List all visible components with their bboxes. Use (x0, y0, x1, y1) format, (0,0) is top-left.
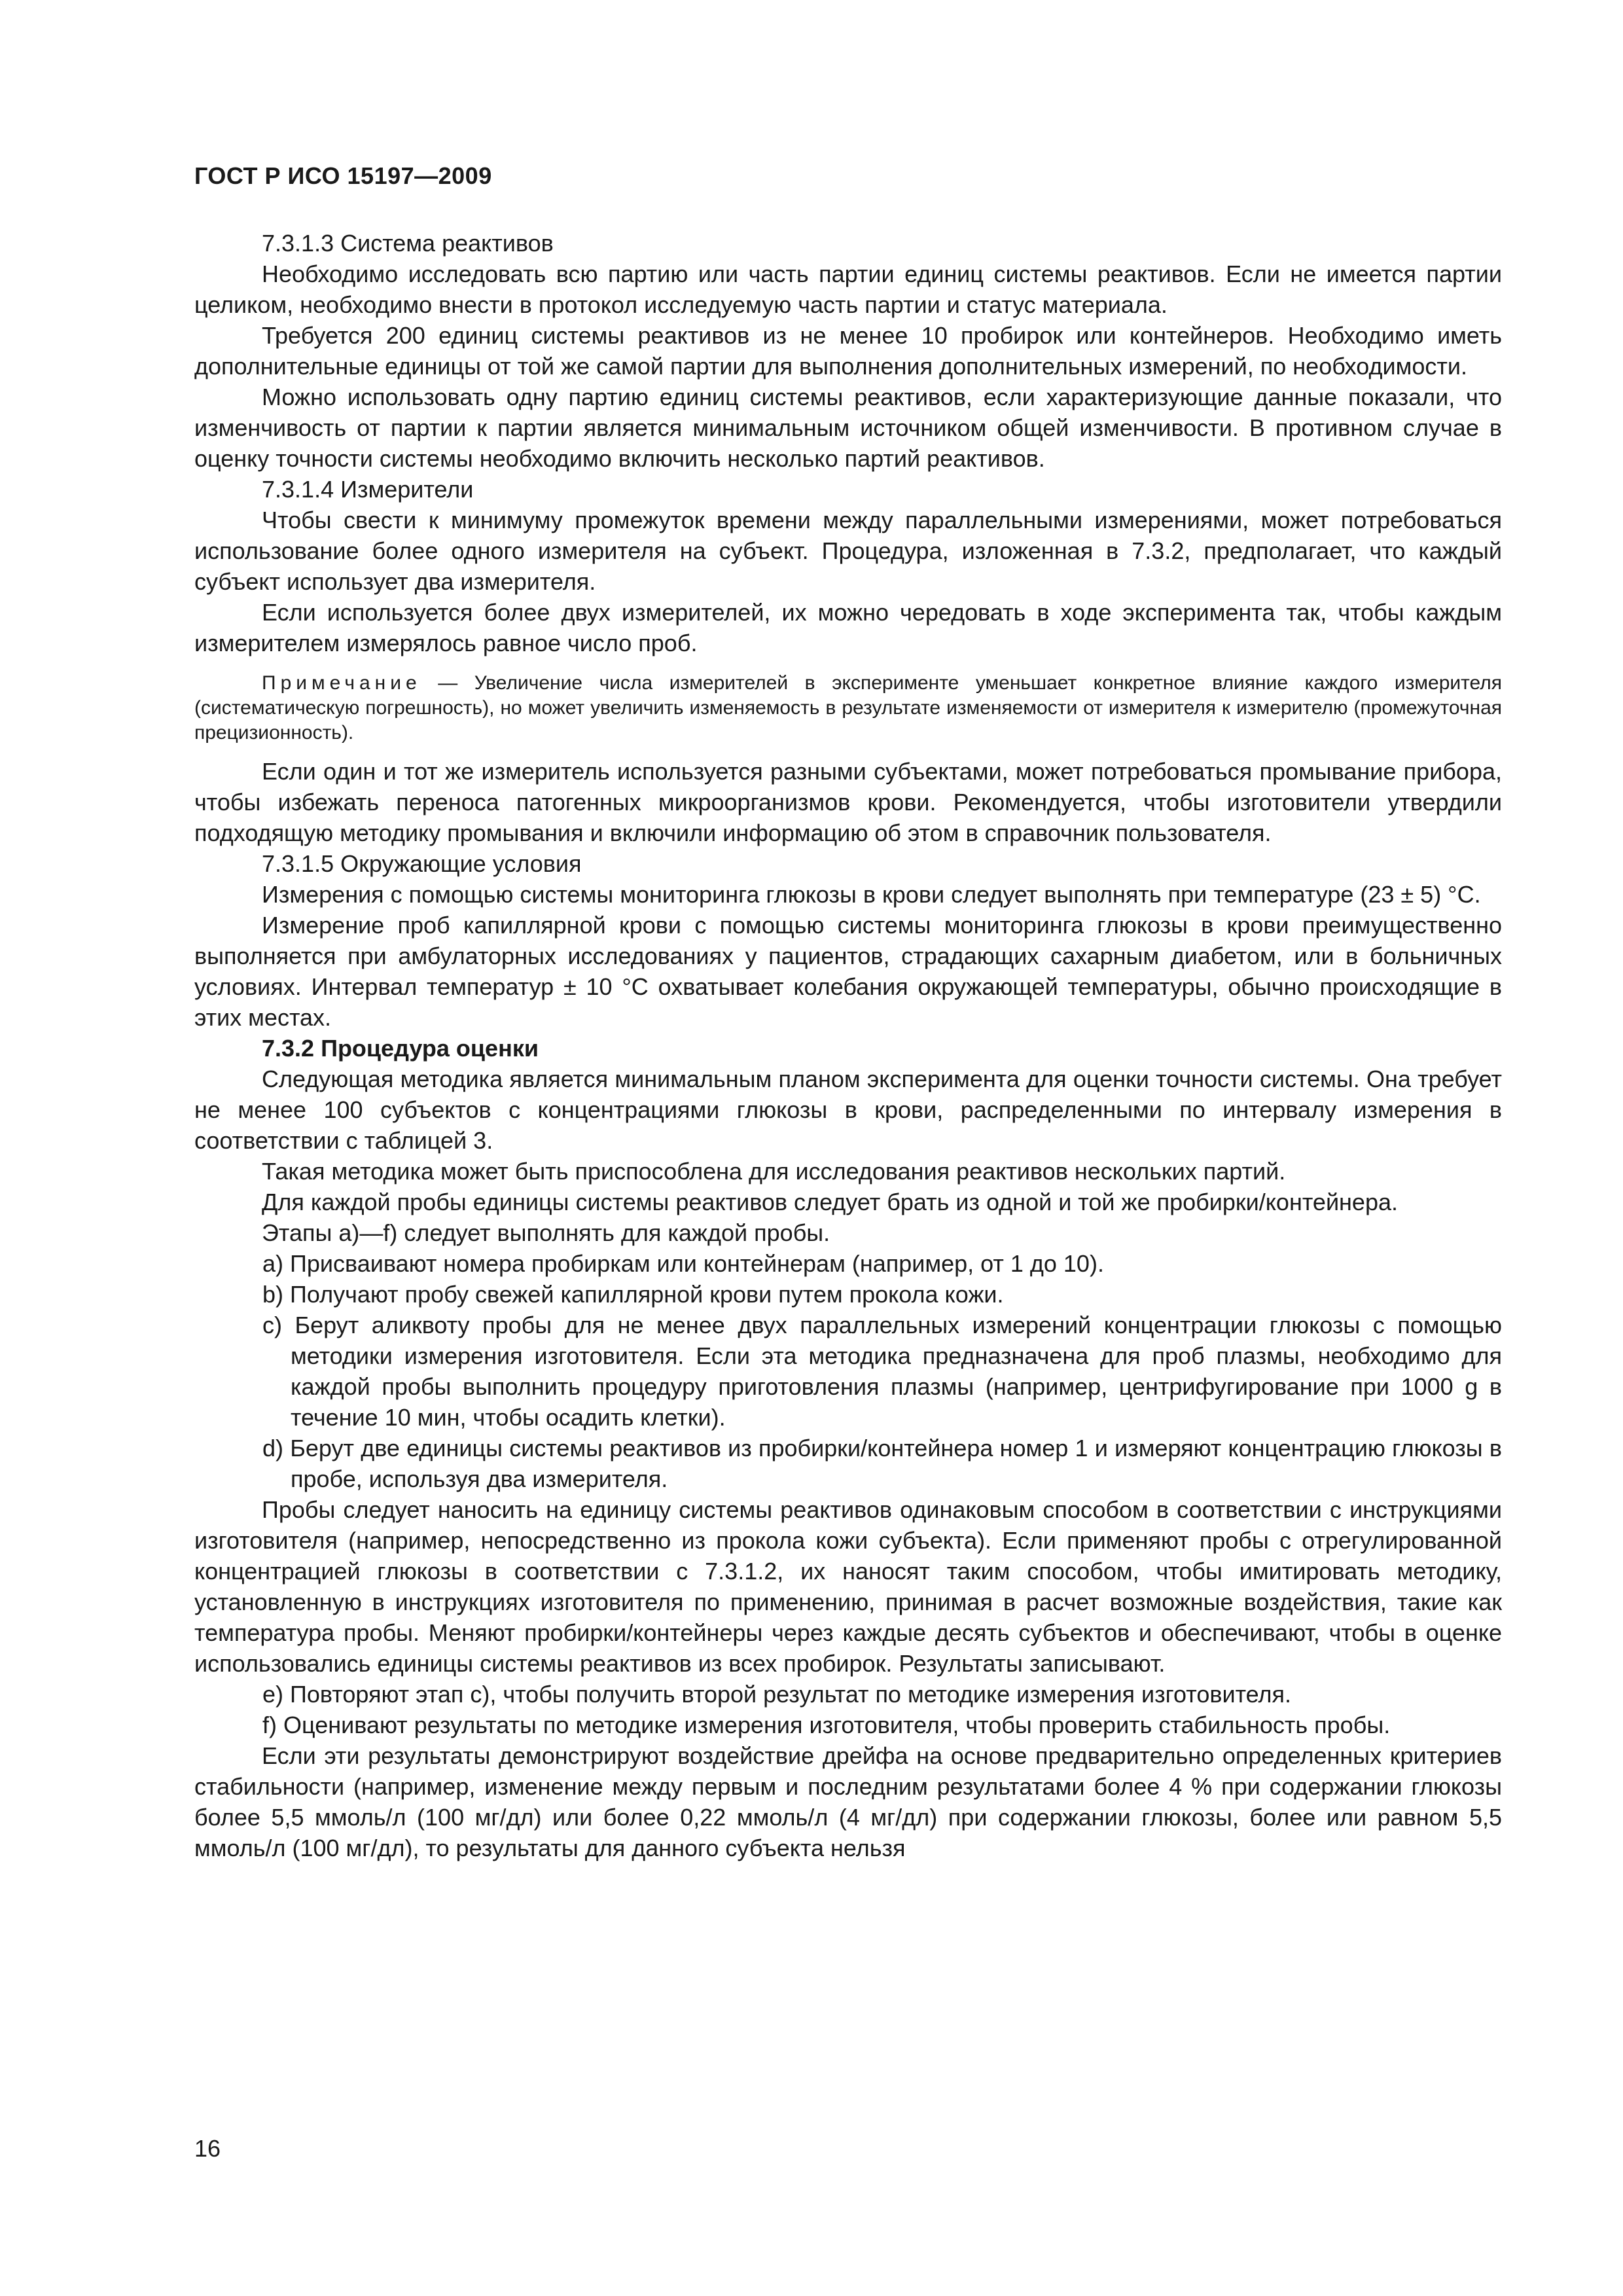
list-item: a) Присваивают номера пробиркам или контейнерам (например, от 1 до 10). (262, 1250, 1104, 1277)
paragraph: 7.3.1.4 Измерители (262, 476, 474, 503)
section-heading: 7.3.2 Процедура оценки (262, 1035, 539, 1062)
paragraph: Если эти результаты демонстрируют воздействие дрейфа на основе предварительно определенных критериев стабильности (например, изменение между первым и последним результатами более 4 % при содержании глюкозы более 5,5 ммоль/л (100 мг/дл) или более 0,22 ммоль/л (4 мг/дл) при содержании глюкозы, более или равном 5,5 ммоль/л (100 мг/дл), то результаты для данного субъекта нельзя (194, 1742, 1502, 1861)
list-item: e) Повторяют этап c), чтобы получить второй результат по методике измерения изготовителя. (262, 1681, 1291, 1708)
paragraph: Чтобы свести к минимуму промежуток времени между параллельными измерениями, может потребоваться использование более одного измерителя на субъект. Процедура, изложенная в 7.3.2, предполагает, что каждый субъект использует два измерителя. (194, 507, 1502, 595)
note-text: — Увеличение числа измерителей в эксперименте уменьшает конкретное влияние каждого измерителя (систематическую погрешность), но может увеличить изменяемость в результате изменяемости от измерителя к измерителю (промежуточная прецизионность). (194, 672, 1502, 744)
page-number: 16 (194, 2135, 221, 2162)
paragraph: Пробы следует наносить на единицу системы реактивов одинаковым способом в соответствии с инструкциями изготовителя (например, непосредственно из прокола кожи субъекта). Если применяют пробы с отрегулированной концентрацией глюкозы в соответствии с 7.3.1.2, их наносят таким способом, чтобы имитировать методику, установленную в инструкциях изготовителя по применению, принимая в расчет возможные воздействия, такие как температура пробы. Меняют пробирки/контейнеры через каждые десять субъектов и обеспечивают, чтобы в оценке использовались единицы системы реактивов из всех пробирок. Результаты записывают. (194, 1496, 1502, 1677)
note-label: Примечание (262, 672, 421, 694)
paragraph: Этапы a)—f) следует выполнять для каждой пробы. (262, 1219, 830, 1246)
paragraph: Такая методика может быть приспособлена для исследования реактивов нескольких партий. (262, 1158, 1286, 1185)
paragraph: Если используется более двух измерителей, их можно чередовать в ходе эксперимента так, чтобы каждым измерителем измерялось равное число проб. (194, 599, 1502, 656)
list-item: b) Получают пробу свежей капиллярной крови путем прокола кожи. (262, 1281, 1004, 1308)
paragraph: 7.3.1.5 Окружающие условия (262, 850, 582, 877)
paragraph: Следующая методика является минимальным планом эксперимента для оценки точности системы. Она требует не менее 100 субъектов с концентрациями глюкозы в крови, распределенными по интервалу измерения в соответствии с таблицей 3. (194, 1066, 1502, 1154)
paragraph: Необходимо исследовать всю партию или часть партии единиц системы реактивов. Если не имеется партии целиком, необходимо внести в протокол исследуемую часть партии и статус материала. (194, 260, 1502, 318)
paragraph: Измерение проб капиллярной крови с помощью системы мониторинга глюкозы в крови преимущественно выполняется при амбулаторных исследованиях у пациентов, страдающих сахарным диабетом, или в больничных условиях. Интервал температур ± 10 °С охватывает колебания окружающей температуры, обычно происходящие в этих местах. (194, 912, 1502, 1031)
paragraph: Измерения с помощью системы мониторинга глюкозы в крови следует выполнять при температуре (23 ± 5) °С. (262, 881, 1481, 908)
note (194, 671, 1502, 745)
paragraph: Для каждой пробы единицы системы реактивов следует брать из одной и той же пробирки/контейнера. (262, 1189, 1398, 1215)
list-item: f) Оценивают результаты по методике измерения изготовителя, чтобы проверить стабильность пробы. (262, 1712, 1391, 1738)
paragraph: Можно использовать одну партию единиц системы реактивов, если характеризующие данные показали, что изменчивость от партии к партии является минимальным источником общей изменчивости. В противном случае в оценку точности системы необходимо включить несколько партий реактивов. (194, 384, 1502, 472)
document-header: ГОСТ Р ИСО 15197—2009 (194, 162, 492, 189)
paragraph: Требуется 200 единиц системы реактивов из не менее 10 пробирок или контейнеров. Необходимо иметь дополнительные единицы от той же самой партии для выполнения дополнительных измерений, по необходимости. (194, 322, 1502, 380)
document-body (194, 228, 1502, 1863)
list-item: d) Берут две единицы системы реактивов из пробирки/контейнера номер 1 и измеряют концентрацию глюкозы в пробе, используя два измерителя. (262, 1435, 1502, 1492)
paragraph: Если один и тот же измеритель используется разными субъектами, может потребоваться промывание прибора, чтобы избежать переноса патогенных микроорганизмов крови. Рекомендуется, чтобы изготовители утвердили подходящую методику промывания и включили информацию об этом в справочник пользователя. (194, 758, 1502, 846)
paragraph: 7.3.1.3 Система реактивов (262, 230, 554, 257)
list-item: c) Берут аликвоту пробы для не менее двух параллельных измерений концентрации глюкозы с помощью методики измерения изготовителя. Если эта методика предназначена для проб плазмы, необходимо для каждой пробы выполнить процедуру приготовления плазмы (например, центрифугирование при 1000 g в течение 10 мин, чтобы осадить клетки). (262, 1312, 1502, 1431)
